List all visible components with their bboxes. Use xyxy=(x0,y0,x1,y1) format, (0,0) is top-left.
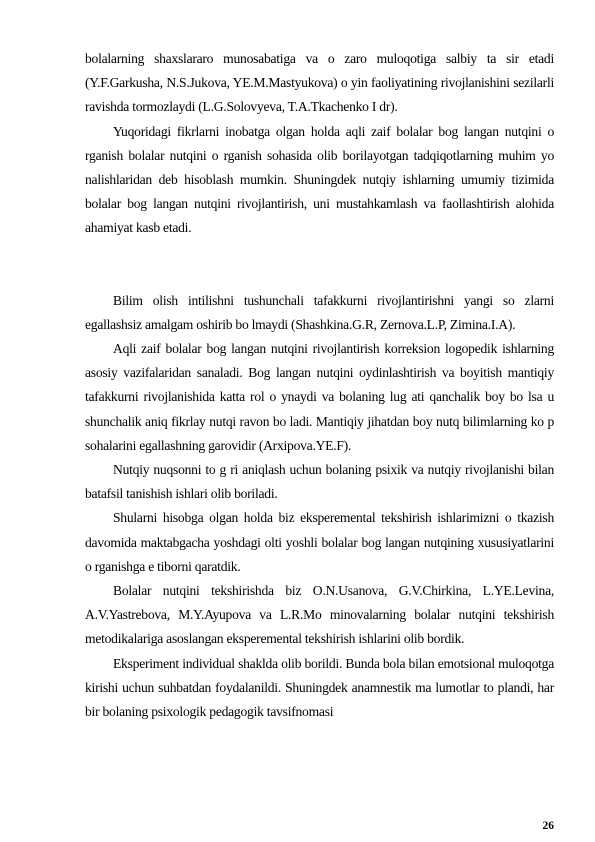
paragraph-7: Bolalar nutqini tekshirishda biz O.N.Usanova, G.V.Chirkina, L.YE.Levina, A.V.Yastrebova, M.Y.Ayupova va L.R.Mo minovalarning bolalar nutqini tekshirish metodikalariga asoslangan eksperemental tekshirish ishlarini olib bordik. xyxy=(85,583,554,647)
paragraph-8: Eksperiment individual shaklda olib borildi. Bunda bola bilan emotsional muloqotga kirishi uchun suhbatdan foydalanildi. Shuningdek anamnestik ma lumotlar to plandi, har bir bolaning psixologik pedagogik tavsifnomasi xyxy=(85,655,554,720)
paragraph-3: Bilim olish intilishni tushunchali tafakkurni rivojlantirishni yangi so zlarni egallashsiz amalgam oshirib bo lmaydi (Shashkina.G.R, Zernova.L.P, Zimina.I.A). xyxy=(85,292,554,332)
paragraph-spacer xyxy=(85,241,554,289)
paragraph-2: Yuqoridagi fikrlarni inobatga olgan holda aqli zaif bolalar bog langan nutqini o rganish bolalar nutqini o rganish sohasida olib borilayotgan tadqiqotlarning muhim yo nalishlaridan deb hisoblash mumkin. Shuningdek nutqiy ishlarning umumiy tizimida bolalar bog langan nutqini rivojlantirish, uni mustahkamlash va faollashtirish alohida ahamiyat kasb etadi. xyxy=(85,123,554,236)
paragraph-1: bolalarning shaxslararo munosabatiga va o zaro muloqotiga salbiy ta sir etadi (Y.F.Garkusha, N.S.Jukova, YE.M.Mastyukova) o yin faoliyatining rivojlanishini sezilarli ravishda tormozlaydi (L.G.Solovyeva, T.A.Tkachenko I dr). xyxy=(85,51,554,115)
paragraph-6: Shularni hisobga olgan holda biz eksperemental tekshirish ishlarimizni o tkazish davomida maktabgacha yoshdagi olti yoshli bolalar bog langan nutqining xususiyatlarini o rganishga e tiborni qaratdik. xyxy=(85,510,554,574)
page-number: 26 xyxy=(542,820,554,832)
paragraph-4: Aqli zaif bolalar bog langan nutqini rivojlantirish korreksion logopedik ishlarning asosiy vazifalaridan sanaladi. Bog langan nutqini oydinlashtirish va boyitish mantiqiy tafakkurni rivojlanishida katta rol o ynaydi va bolaning lug ati qanchalik boy bo lsa u shunchalik aniq fikrlay nutqi ravon bo ladi. Mantiqiy jihatdan boy nutq bilimlarning ko p sohalarini egallashning garovidir (Arxipova.YE.F). xyxy=(85,341,554,453)
document-body xyxy=(85,47,554,724)
paragraph-5: Nutqiy nuqsonni to g ri aniqlash uchun bolaning psixik va nutqiy rivojlanishi bilan batafsil tanishish ishlari olib boriladi. xyxy=(85,462,554,502)
